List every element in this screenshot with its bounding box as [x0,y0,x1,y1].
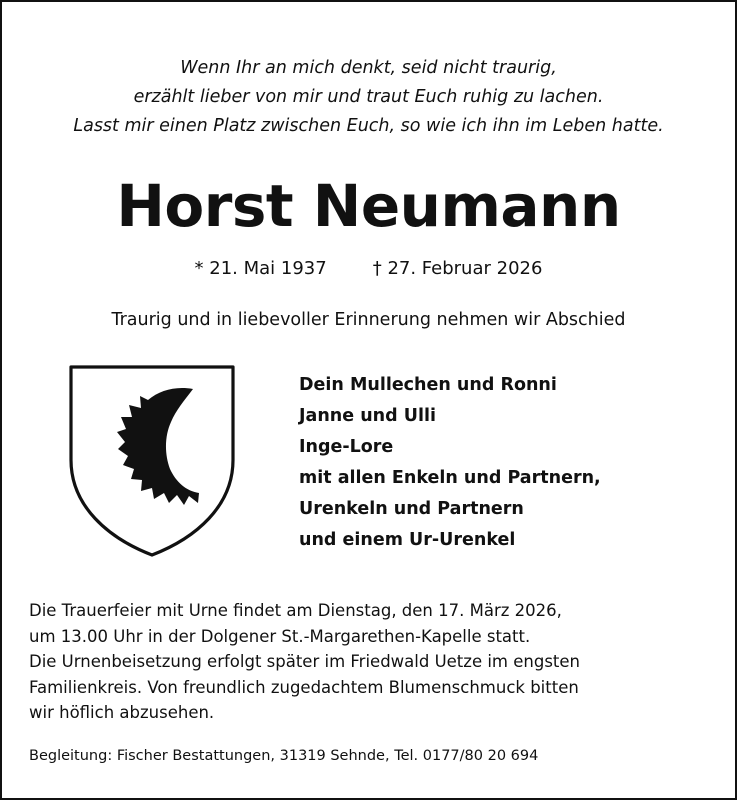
mourner-line: Inge-Lore [299,437,394,457]
service-line: Die Urnenbeisetzung erfolgt später im Friedwald Uetze im engsten [29,652,580,671]
mourners-list [299,370,601,556]
birth-date: * 21. Mai 1937 [194,258,327,279]
service-line: um 13.00 Uhr in der Dolgener St.-Margarethen-Kapelle statt. [29,626,531,646]
poem-line: Wenn Ihr an mich denkt, seid nicht traurig, [180,58,557,78]
service-details [29,598,580,726]
service-line: Die Trauerfeier mit Urne findet am Dienstag, den 17. März 2026, [29,601,562,620]
mourner-line: Janne und Ulli [299,406,436,426]
deceased-name: Horst Neumann [116,172,621,240]
mourner-line: Dein Mullechen und Ronni [299,375,557,395]
death-date: † 27. Februar 2026 [372,258,543,279]
service-line: Familienkreis. Von freundlich zugedachtem Blumenschmuck bitten [29,677,579,697]
memorial-poem [2,54,735,141]
shield-with-antler-icon [68,364,236,558]
undertaker-contact: Begleitung: Fischer Bestattungen, 31319 Sehnde, Tel. 0177/80 20 694 [29,748,539,764]
life-dates [2,256,735,282]
mourner-line: und einem Ur-Urenkel [299,530,516,550]
mourner-line: mit allen Enkeln und Partnern, [299,468,601,488]
poem-line: Lasst mir einen Platz zwischen Euch, so wie ich ihn im Leben hatte. [73,116,664,136]
service-line: wir höflich abzusehen. [29,703,215,722]
mourner-line: Urenkeln und Partnern [299,499,524,519]
farewell-line: Traurig und in liebevoller Erinnerung nehmen wir Abschied [111,310,626,330]
poem-line: erzählt lieber von mir und traut Euch ruhig zu lachen. [133,87,604,107]
